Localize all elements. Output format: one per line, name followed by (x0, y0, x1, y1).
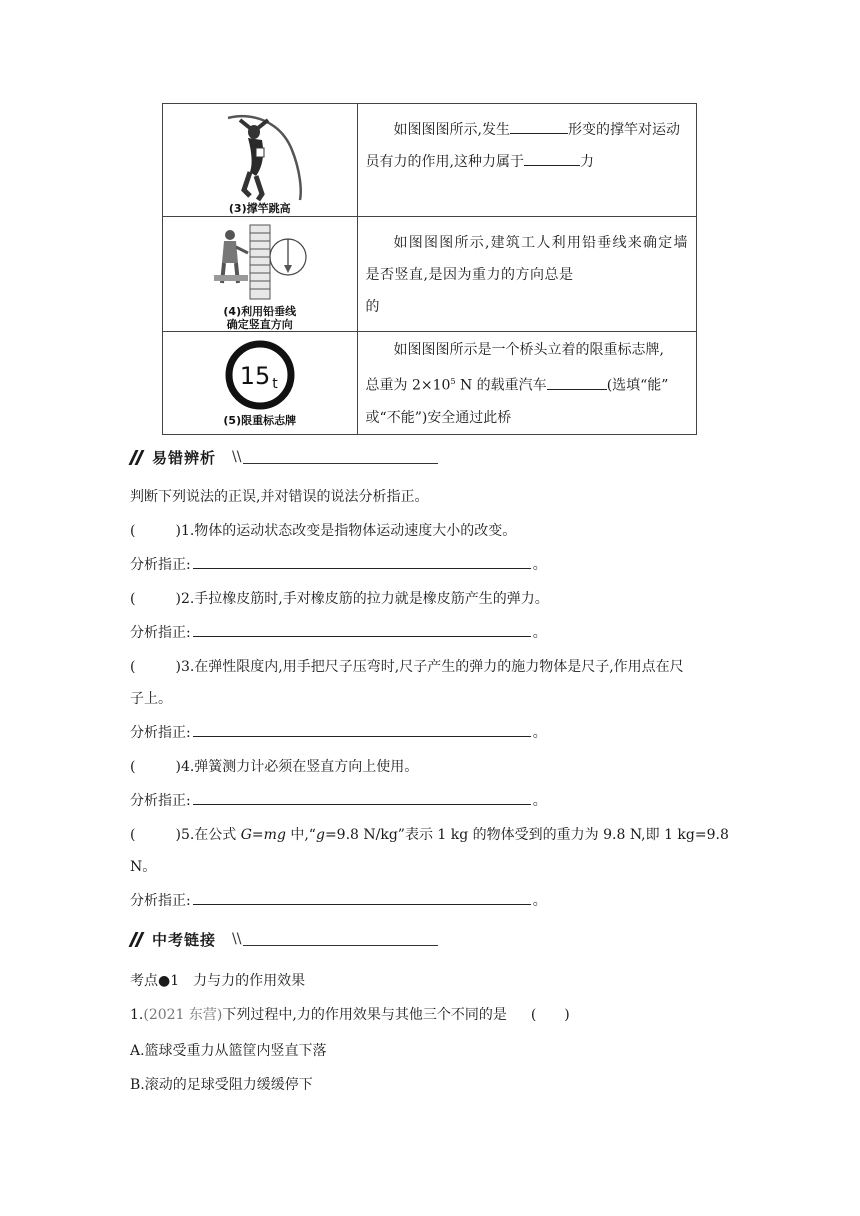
judgement-item (130, 656, 684, 676)
row-text: 如图图图所示,建筑工人利用铅垂线来确定墙是否竖直,是因为重力的方向总是 (365, 235, 688, 283)
analysis-label: 分析指正: (130, 725, 191, 741)
row-text: 如图图图所示是一个桥头立着的限重标志牌, (393, 342, 664, 358)
row-text: 的 (365, 299, 380, 315)
answer-paren-open: ( (130, 659, 136, 675)
period: 。 (532, 893, 547, 909)
item-text: 1.物体的运动状态改变是指物体运动速度大小的改变。 (180, 523, 517, 539)
item-text: 5.在公式 (180, 827, 241, 843)
item-text: 3.在弹性限度内,用手把尺子压弯时,尺子产生的弹力的施力物体是尺子,作用点在尺 (180, 659, 684, 675)
row-text: N 的载重汽车 (455, 377, 547, 394)
section-slash: \\ (232, 931, 242, 947)
answer-paren-open: ( (130, 523, 136, 539)
judgement-item (130, 588, 549, 608)
question-1 (130, 1004, 570, 1024)
sign-number: 15 (239, 362, 271, 390)
row-text: 如图图图所示,发生 (393, 122, 510, 138)
analysis-label: 分析指正: (130, 557, 191, 573)
period: 。 (532, 793, 547, 809)
table-row (163, 104, 697, 217)
judgement-item (130, 824, 729, 844)
description-cell (357, 104, 696, 217)
answer-paren-open: ( (130, 759, 136, 775)
section-header-errors (130, 446, 438, 468)
figure-caption-line2: 确定竖直方向 (226, 318, 293, 331)
row-text: 力 (579, 154, 594, 170)
figure-caption-line1: (4)利用铅垂线 (223, 305, 297, 318)
sign-unit: t (272, 376, 278, 392)
item-text: 4.弹簧测力计必须在竖直方向上使用。 (180, 759, 419, 775)
section-rule (243, 933, 438, 946)
figure-caption: (5)限重标志牌 (223, 414, 297, 427)
answer-paren-close: ) (175, 759, 181, 775)
analysis-line (130, 554, 547, 574)
analysis-blank[interactable] (193, 722, 531, 737)
row-text: 形变的撑竿对运动员有力的作用,这种力属于 (365, 122, 680, 170)
answer-paren-open: ( (130, 591, 136, 607)
section-rule (243, 451, 438, 464)
option-b[interactable]: B.滚动的足球受阻力缓缓停下 (130, 1077, 313, 1093)
question-source: (2021 东营) (143, 1007, 223, 1023)
analysis-label: 分析指正: (130, 893, 191, 909)
plumb-line-image (210, 223, 310, 303)
analysis-line (130, 722, 547, 742)
answer-paren-close: ) (175, 523, 181, 539)
answer-paren-close: ) (175, 659, 181, 675)
option-a[interactable]: A.篮球受重力从篮筐内竖直下落 (130, 1043, 327, 1059)
pole-vault-image (210, 110, 310, 202)
item-continuation: N。 (130, 859, 157, 875)
table-row (163, 332, 697, 435)
judgement-item (130, 756, 418, 776)
judgement-item (130, 520, 516, 540)
analysis-line (130, 622, 547, 642)
formula: G=mg (240, 827, 286, 843)
table-row (163, 217, 697, 332)
row-text: 5 (450, 377, 456, 386)
fill-blank (510, 119, 568, 134)
row-text: (选填“能” (606, 377, 669, 394)
answer-paren[interactable]: ( ) (530, 1007, 570, 1023)
section-title: 中考链接 (152, 930, 217, 949)
question-number: 1. (130, 1007, 144, 1023)
row-text: 总重为 2×10 (365, 377, 451, 394)
analysis-line (130, 890, 547, 910)
item-continuation: 子上。 (130, 691, 172, 707)
description-cell (357, 332, 696, 435)
section-marker-icon (130, 932, 144, 946)
instruction-text: 判断下列说法的正误,并对错误的说法分析指正。 (130, 489, 429, 505)
question-text: 下列过程中,力的作用效果与其他三个不同的是 (222, 1007, 507, 1023)
answer-paren-open: ( (130, 827, 136, 843)
analysis-line (130, 790, 547, 810)
section-header-exam (130, 928, 438, 950)
fill-blank (524, 151, 580, 166)
concept-table (162, 103, 697, 435)
analysis-blank[interactable] (193, 554, 531, 569)
description-cell (357, 217, 696, 332)
fill-blank (547, 375, 607, 390)
item-text: 2.手拉橡皮筋时,手对橡皮筋的拉力就是橡皮筋产生的弹力。 (180, 591, 549, 607)
period: 。 (532, 625, 547, 641)
item-text: =9.8 N/kg”表示 1 kg 的物体受到的重力为 9.8 N,即 1 kg=9.8 (324, 827, 729, 843)
analysis-label: 分析指正: (130, 793, 191, 809)
kaodian-heading: 考点●1 力与力的作用效果 (130, 973, 306, 989)
section-title: 易错辨析 (152, 448, 217, 467)
answer-paren-close: ) (175, 591, 181, 607)
formula-symbol: g (315, 827, 325, 843)
analysis-blank[interactable] (193, 890, 531, 905)
row-text: 或“不能”)安全通过此桥 (365, 409, 512, 426)
item-text: 中,“ (285, 827, 316, 843)
figure-cell (163, 104, 358, 217)
figure-cell (163, 217, 358, 332)
section-marker-icon (130, 450, 144, 464)
analysis-blank[interactable] (193, 622, 531, 637)
section-slash: \\ (232, 449, 242, 465)
weight-limit-sign-image (225, 340, 295, 410)
period: 。 (532, 557, 547, 573)
figure-cell (163, 332, 358, 435)
analysis-label: 分析指正: (130, 625, 191, 641)
period: 。 (532, 725, 547, 741)
answer-paren-close: ) (175, 827, 181, 843)
analysis-blank[interactable] (193, 790, 531, 805)
figure-caption: (3)撑竿跳高 (228, 202, 291, 215)
